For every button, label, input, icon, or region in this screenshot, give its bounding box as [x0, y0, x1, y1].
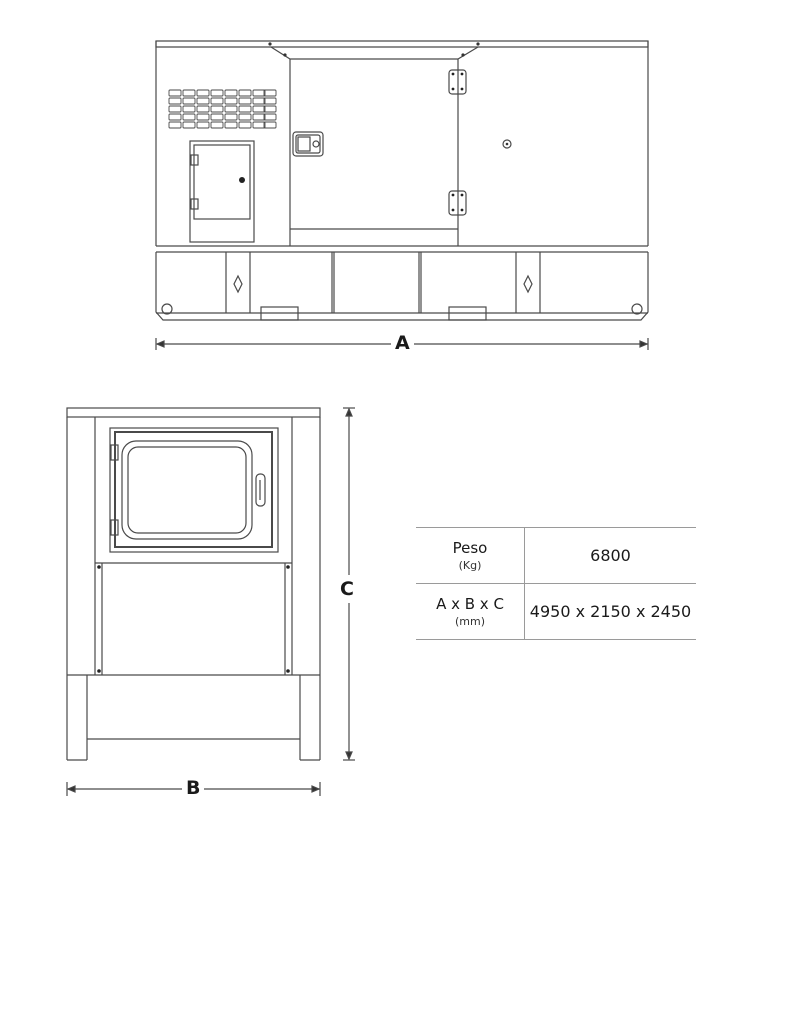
- dimension-c-label: C: [338, 575, 356, 603]
- dimension-a-label: A: [391, 333, 414, 353]
- spec-row-weight: [416, 528, 696, 584]
- front-window-door: [110, 428, 278, 552]
- louvre-vents: [169, 90, 276, 128]
- spec-unit: (mm): [454, 614, 485, 628]
- spec-table: [416, 527, 696, 640]
- spec-unit: (Kg): [458, 558, 482, 572]
- spec-value: 4950 x 2150 x 2450: [529, 602, 692, 621]
- spec-value: 6800: [590, 546, 631, 565]
- base-frame: [156, 252, 648, 320]
- side-view: [156, 41, 648, 350]
- dimension-b-label: B: [182, 778, 204, 798]
- spec-value-cell: [525, 528, 697, 584]
- spec-label: A x B x C: [436, 594, 504, 613]
- spec-value-cell: [525, 584, 697, 640]
- control-panel: [293, 132, 323, 156]
- spec-row-dimensions: [416, 584, 696, 640]
- spec-label: Peso: [452, 538, 488, 557]
- spec-label-cell: [416, 528, 525, 584]
- front-view: [67, 408, 355, 796]
- spec-label-cell: [416, 584, 525, 640]
- access-door: [190, 141, 254, 242]
